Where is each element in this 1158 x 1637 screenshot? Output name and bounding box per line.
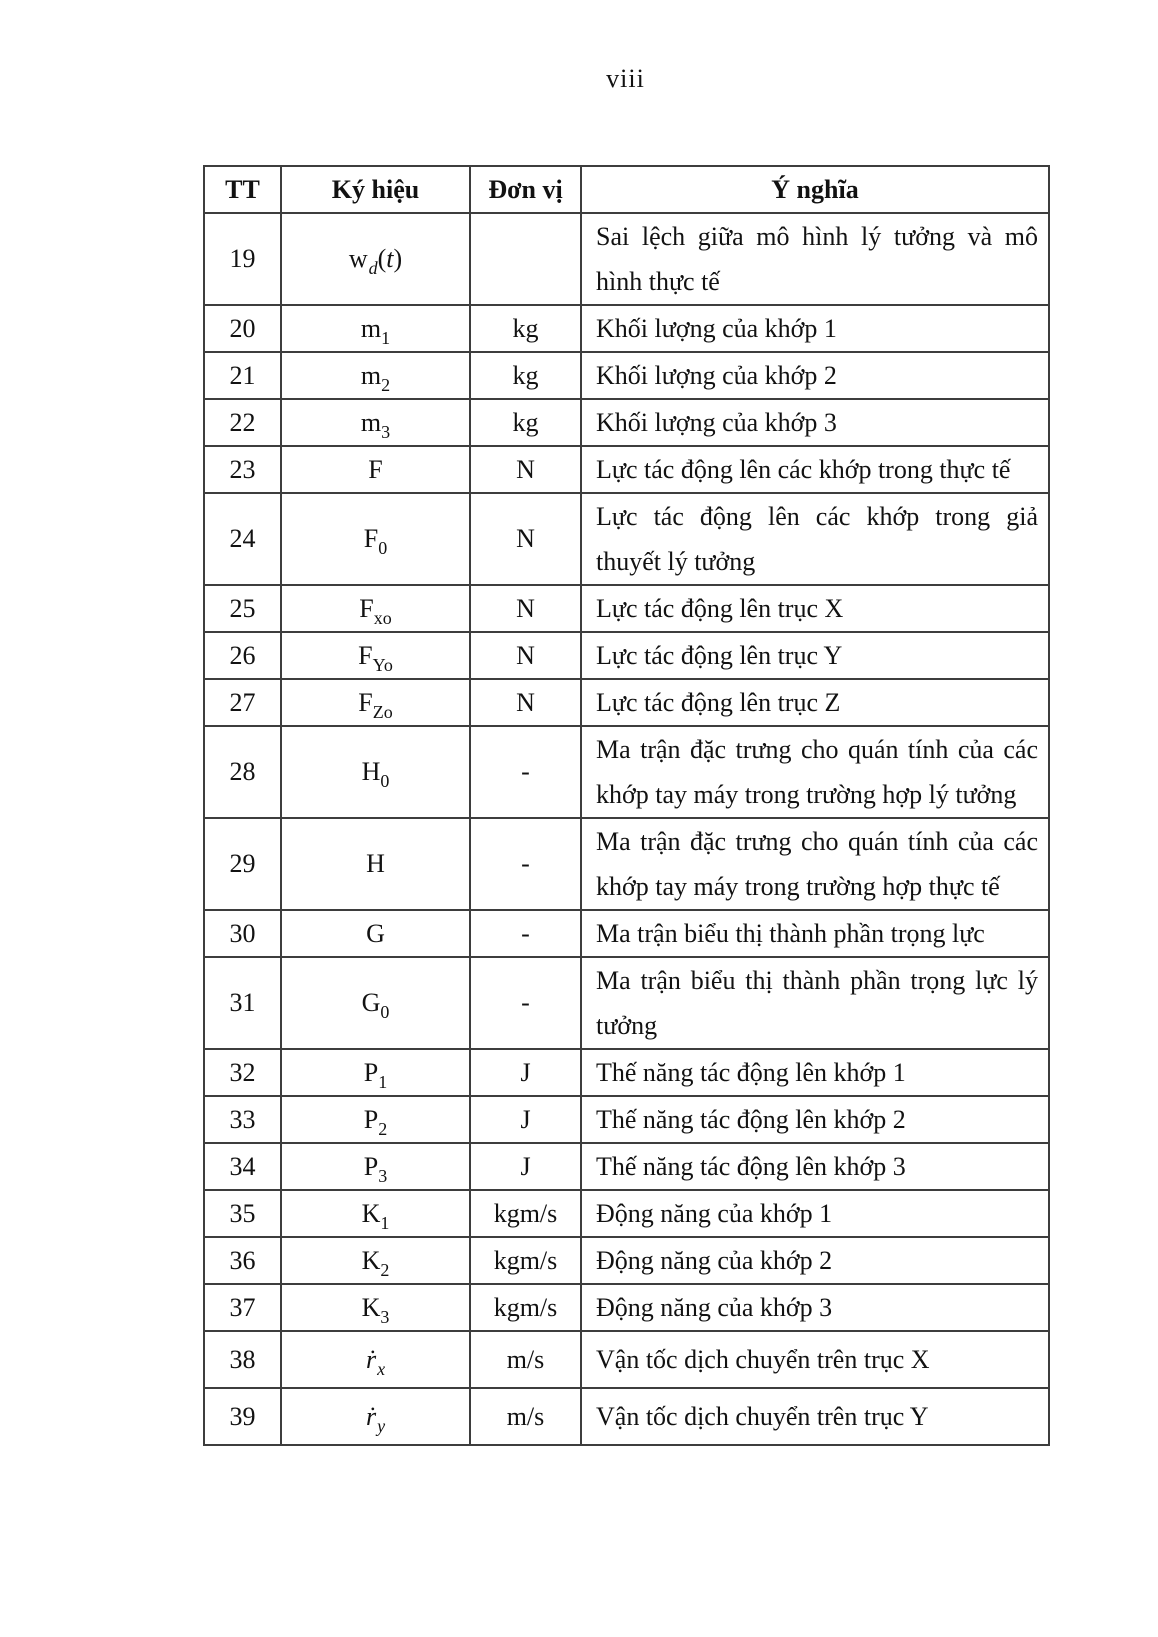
meaning-cell: Lực tác động lên trục Y <box>581 632 1049 679</box>
meaning-cell: Lực tác động lên trục X <box>581 585 1049 632</box>
table-row <box>204 1143 1049 1190</box>
symbol-segment: G <box>366 918 385 948</box>
symbol-segment: K <box>361 1292 381 1322</box>
symbol-segment: 0 <box>378 538 388 558</box>
row-number-cell: 24 <box>204 493 281 585</box>
unit-cell: N <box>470 585 581 632</box>
meaning-cell: Động năng của khớp 1 <box>581 1190 1049 1237</box>
symbol-segment: 1 <box>381 327 391 348</box>
meaning-cell: Thế năng tác động lên khớp 1 <box>581 1049 1049 1096</box>
meaning-cell: Ma trận đặc trưng cho quán tính của các khớp tay máy trong trường hợp lý tưởng <box>581 726 1049 818</box>
symbol-segment: ṙ <box>365 1344 377 1374</box>
symbol-cell <box>281 352 470 399</box>
table-row <box>204 910 1049 957</box>
symbol-segment: 2 <box>378 1118 388 1139</box>
table-row <box>204 1284 1049 1331</box>
row-number-cell: 32 <box>204 1049 281 1096</box>
symbol-cell <box>281 910 470 957</box>
row-number-cell: 31 <box>204 957 281 1049</box>
table-header-row <box>204 166 1049 213</box>
symbol-segment: P <box>363 1151 379 1181</box>
header-cell-meaning: Ý nghĩa <box>581 166 1049 213</box>
symbol-segment: F <box>359 593 374 623</box>
table-row <box>204 957 1049 1049</box>
page-number: viii <box>606 64 645 93</box>
unit-cell <box>470 213 581 305</box>
row-number-cell: 37 <box>204 1284 281 1331</box>
table-row <box>204 399 1049 446</box>
symbol-segment: 2 <box>381 374 391 395</box>
symbol-segment: m <box>360 407 382 437</box>
symbol-segment: 1 <box>378 1071 388 1092</box>
symbol-cell <box>281 446 470 493</box>
symbol-segment: H <box>366 849 385 878</box>
table-row <box>204 679 1049 726</box>
symbol-segment: K <box>361 1245 381 1275</box>
header-cell-unit: Đơn vị <box>470 166 581 213</box>
meaning-cell: Khối lượng của khớp 1 <box>581 305 1049 352</box>
table-row <box>204 1331 1049 1388</box>
unit-cell: kg <box>470 305 581 352</box>
symbol-segment: F <box>358 640 373 670</box>
symbol-segment: d <box>368 258 378 278</box>
symbol-cell <box>281 1284 470 1331</box>
symbol-segment: 0 <box>380 1002 390 1022</box>
symbol-cell <box>281 1388 470 1445</box>
unit-cell: m/s <box>470 1331 581 1388</box>
meaning-cell: Động năng của khớp 2 <box>581 1237 1049 1284</box>
unit-cell: N <box>470 446 581 493</box>
meaning-cell: Ma trận biểu thị thành phần trọng lực <box>581 910 1049 957</box>
symbol-segment: Yo <box>372 654 393 675</box>
symbol-segment: H <box>361 757 381 786</box>
row-number-cell: 34 <box>204 1143 281 1190</box>
table-row <box>204 726 1049 818</box>
symbol-cell <box>281 632 470 679</box>
unit-cell: - <box>470 910 581 957</box>
row-number-cell: 38 <box>204 1331 281 1388</box>
symbol-cell <box>281 1143 470 1190</box>
table-row <box>204 1049 1049 1096</box>
row-number-cell: 36 <box>204 1237 281 1284</box>
row-number-cell: 22 <box>204 399 281 446</box>
symbol-table-body <box>204 213 1049 1445</box>
table-row <box>204 1388 1049 1445</box>
table-row <box>204 1237 1049 1284</box>
row-number-cell: 28 <box>204 726 281 818</box>
meaning-cell: Ma trận biểu thị thành phần trọng lực lý tưởng <box>581 957 1049 1049</box>
symbol-cell <box>281 399 470 446</box>
symbol-cell <box>281 493 470 585</box>
header-cell-symbol: Ký hiệu <box>281 166 470 213</box>
meaning-cell: Động năng của khớp 3 <box>581 1284 1049 1331</box>
symbol-cell <box>281 1190 470 1237</box>
table-row <box>204 446 1049 493</box>
symbol-segment: m <box>360 360 382 390</box>
meaning-cell: Thế năng tác động lên khớp 3 <box>581 1143 1049 1190</box>
symbol-segment: t <box>386 244 394 273</box>
table-row <box>204 585 1049 632</box>
symbol-cell <box>281 1237 470 1284</box>
unit-cell: - <box>470 957 581 1049</box>
symbol-table <box>203 165 1050 1446</box>
symbol-segment: ṙ <box>365 1401 377 1431</box>
symbol-segment: F <box>368 454 383 484</box>
meaning-cell: Ma trận đặc trưng cho quán tính của các khớp tay máy trong trường hợp thực tế <box>581 818 1049 910</box>
row-number-cell: 26 <box>204 632 281 679</box>
symbol-segment: 3 <box>380 1306 390 1327</box>
unit-cell: kg <box>470 352 581 399</box>
meaning-cell: Sai lệch giữa mô hình lý tưởng và mô hình thực tế <box>581 213 1049 305</box>
row-number-cell: 30 <box>204 910 281 957</box>
table-row <box>204 632 1049 679</box>
symbol-segment: ) <box>393 244 403 273</box>
row-number-cell: 27 <box>204 679 281 726</box>
table-row <box>204 213 1049 305</box>
unit-cell: m/s <box>470 1388 581 1445</box>
row-number-cell: 29 <box>204 818 281 910</box>
symbol-segment: w <box>348 244 368 273</box>
symbol-segment: F <box>358 687 373 717</box>
unit-cell: - <box>470 818 581 910</box>
row-number-cell: 21 <box>204 352 281 399</box>
unit-cell: N <box>470 679 581 726</box>
symbol-cell <box>281 213 470 305</box>
row-number-cell: 33 <box>204 1096 281 1143</box>
symbol-segment: G <box>361 988 381 1017</box>
unit-cell: J <box>470 1143 581 1190</box>
row-number-cell: 39 <box>204 1388 281 1445</box>
unit-cell: kgm/s <box>470 1237 581 1284</box>
row-number-cell: 20 <box>204 305 281 352</box>
row-number-cell: 23 <box>204 446 281 493</box>
symbol-cell <box>281 585 470 632</box>
symbol-cell <box>281 957 470 1049</box>
symbol-segment: F <box>363 524 379 553</box>
unit-cell: J <box>470 1096 581 1143</box>
symbol-segment: P <box>363 1104 379 1134</box>
symbol-segment: x <box>377 1358 386 1379</box>
symbol-segment: K <box>361 1198 381 1228</box>
symbol-cell <box>281 818 470 910</box>
unit-cell: kg <box>470 399 581 446</box>
symbol-segment: Zo <box>372 701 393 722</box>
symbol-segment: y <box>377 1415 386 1436</box>
unit-cell: kgm/s <box>470 1284 581 1331</box>
symbol-segment: 1 <box>380 1212 390 1233</box>
meaning-cell: Lực tác động lên trục Z <box>581 679 1049 726</box>
symbol-segment: 0 <box>380 771 390 791</box>
symbol-cell <box>281 305 470 352</box>
row-number-cell: 19 <box>204 213 281 305</box>
table-row <box>204 1096 1049 1143</box>
unit-cell: - <box>470 726 581 818</box>
symbol-segment: xo <box>373 607 392 628</box>
symbol-segment: ( <box>377 244 387 273</box>
meaning-cell: Lực tác động lên các khớp trong thực tế <box>581 446 1049 493</box>
meaning-cell: Thế năng tác động lên khớp 2 <box>581 1096 1049 1143</box>
table-row <box>204 818 1049 910</box>
meaning-cell: Khối lượng của khớp 3 <box>581 399 1049 446</box>
row-number-cell: 25 <box>204 585 281 632</box>
symbol-cell <box>281 679 470 726</box>
symbol-segment: 3 <box>378 1165 388 1186</box>
meaning-cell: Khối lượng của khớp 2 <box>581 352 1049 399</box>
symbol-segment: 3 <box>381 421 391 442</box>
table-row <box>204 493 1049 585</box>
symbol-cell <box>281 1331 470 1388</box>
unit-cell: N <box>470 493 581 585</box>
symbol-cell <box>281 726 470 818</box>
table-row <box>204 1190 1049 1237</box>
unit-cell: J <box>470 1049 581 1096</box>
table-row <box>204 352 1049 399</box>
symbol-segment: m <box>360 313 382 343</box>
row-number-cell: 35 <box>204 1190 281 1237</box>
symbol-cell <box>281 1049 470 1096</box>
header-cell-tt: TT <box>204 166 281 213</box>
meaning-cell: Lực tác động lên các khớp trong giả thuyết lý tưởng <box>581 493 1049 585</box>
meaning-cell: Vận tốc dịch chuyển trên trục X <box>581 1331 1049 1388</box>
table-row <box>204 305 1049 352</box>
symbol-segment: P <box>363 1057 379 1087</box>
symbol-segment: 2 <box>380 1259 390 1280</box>
meaning-cell: Vận tốc dịch chuyển trên trục Y <box>581 1388 1049 1445</box>
unit-cell: kgm/s <box>470 1190 581 1237</box>
unit-cell: N <box>470 632 581 679</box>
symbol-cell <box>281 1096 470 1143</box>
